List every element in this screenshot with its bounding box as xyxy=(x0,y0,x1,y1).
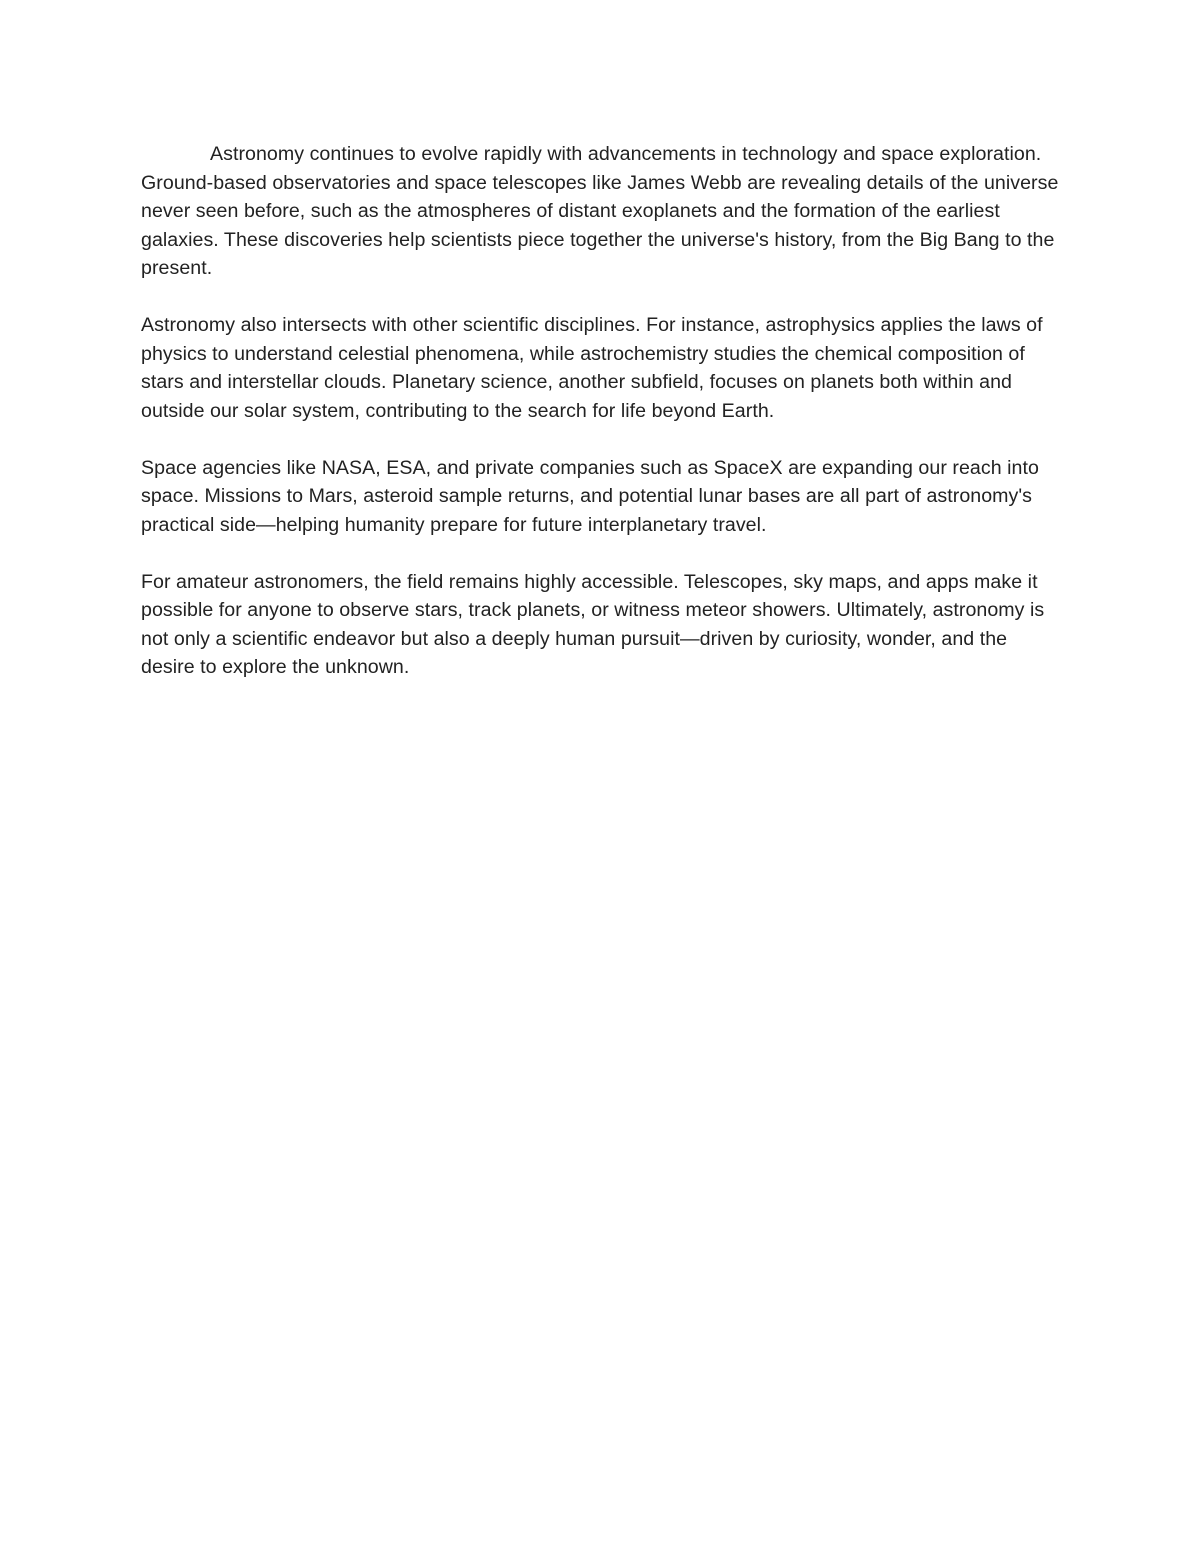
paragraph-2: Astronomy also intersects with other scientific disciplines. For instance, astrophysics applies the laws of physics to understand celestial phenomena, while astrochemistry studies the chemical composition of stars and interstellar clouds. Planetary science, another subfield, focuses on planets both within and outside our solar system, contributing to the search for life beyond Earth. xyxy=(141,314,1043,422)
document-body xyxy=(141,140,1059,710)
paragraph-4: For amateur astronomers, the field remains highly accessible. Telescopes, sky maps, and apps make it possible for anyone to observe stars, track planets, or witness meteor showers. Ultimately, astronomy is not only a scientific endeavor but also a deeply human pursuit—driven by curiosity, wonder, and the desire to explore the unknown. xyxy=(141,570,1045,678)
paragraph-3: Space agencies like NASA, ESA, and private companies such as SpaceX are expanding our reach into space. Missions to Mars, asteroid sample returns, and potential lunar bases are all part of astronomy's practical side—helping humanity prepare for future interplanetary travel. xyxy=(141,456,1039,536)
paragraph-1: Astronomy continues to evolve rapidly with advancements in technology and space exploration. Ground-based observatories and space telescopes like James Webb are revealing details of the universe never seen before, such as the atmospheres of distant exoplanets and the formation of the earliest galaxies. These discoveries help scientists piece together the universe's history, from the Big Bang to the present. xyxy=(141,143,1059,279)
